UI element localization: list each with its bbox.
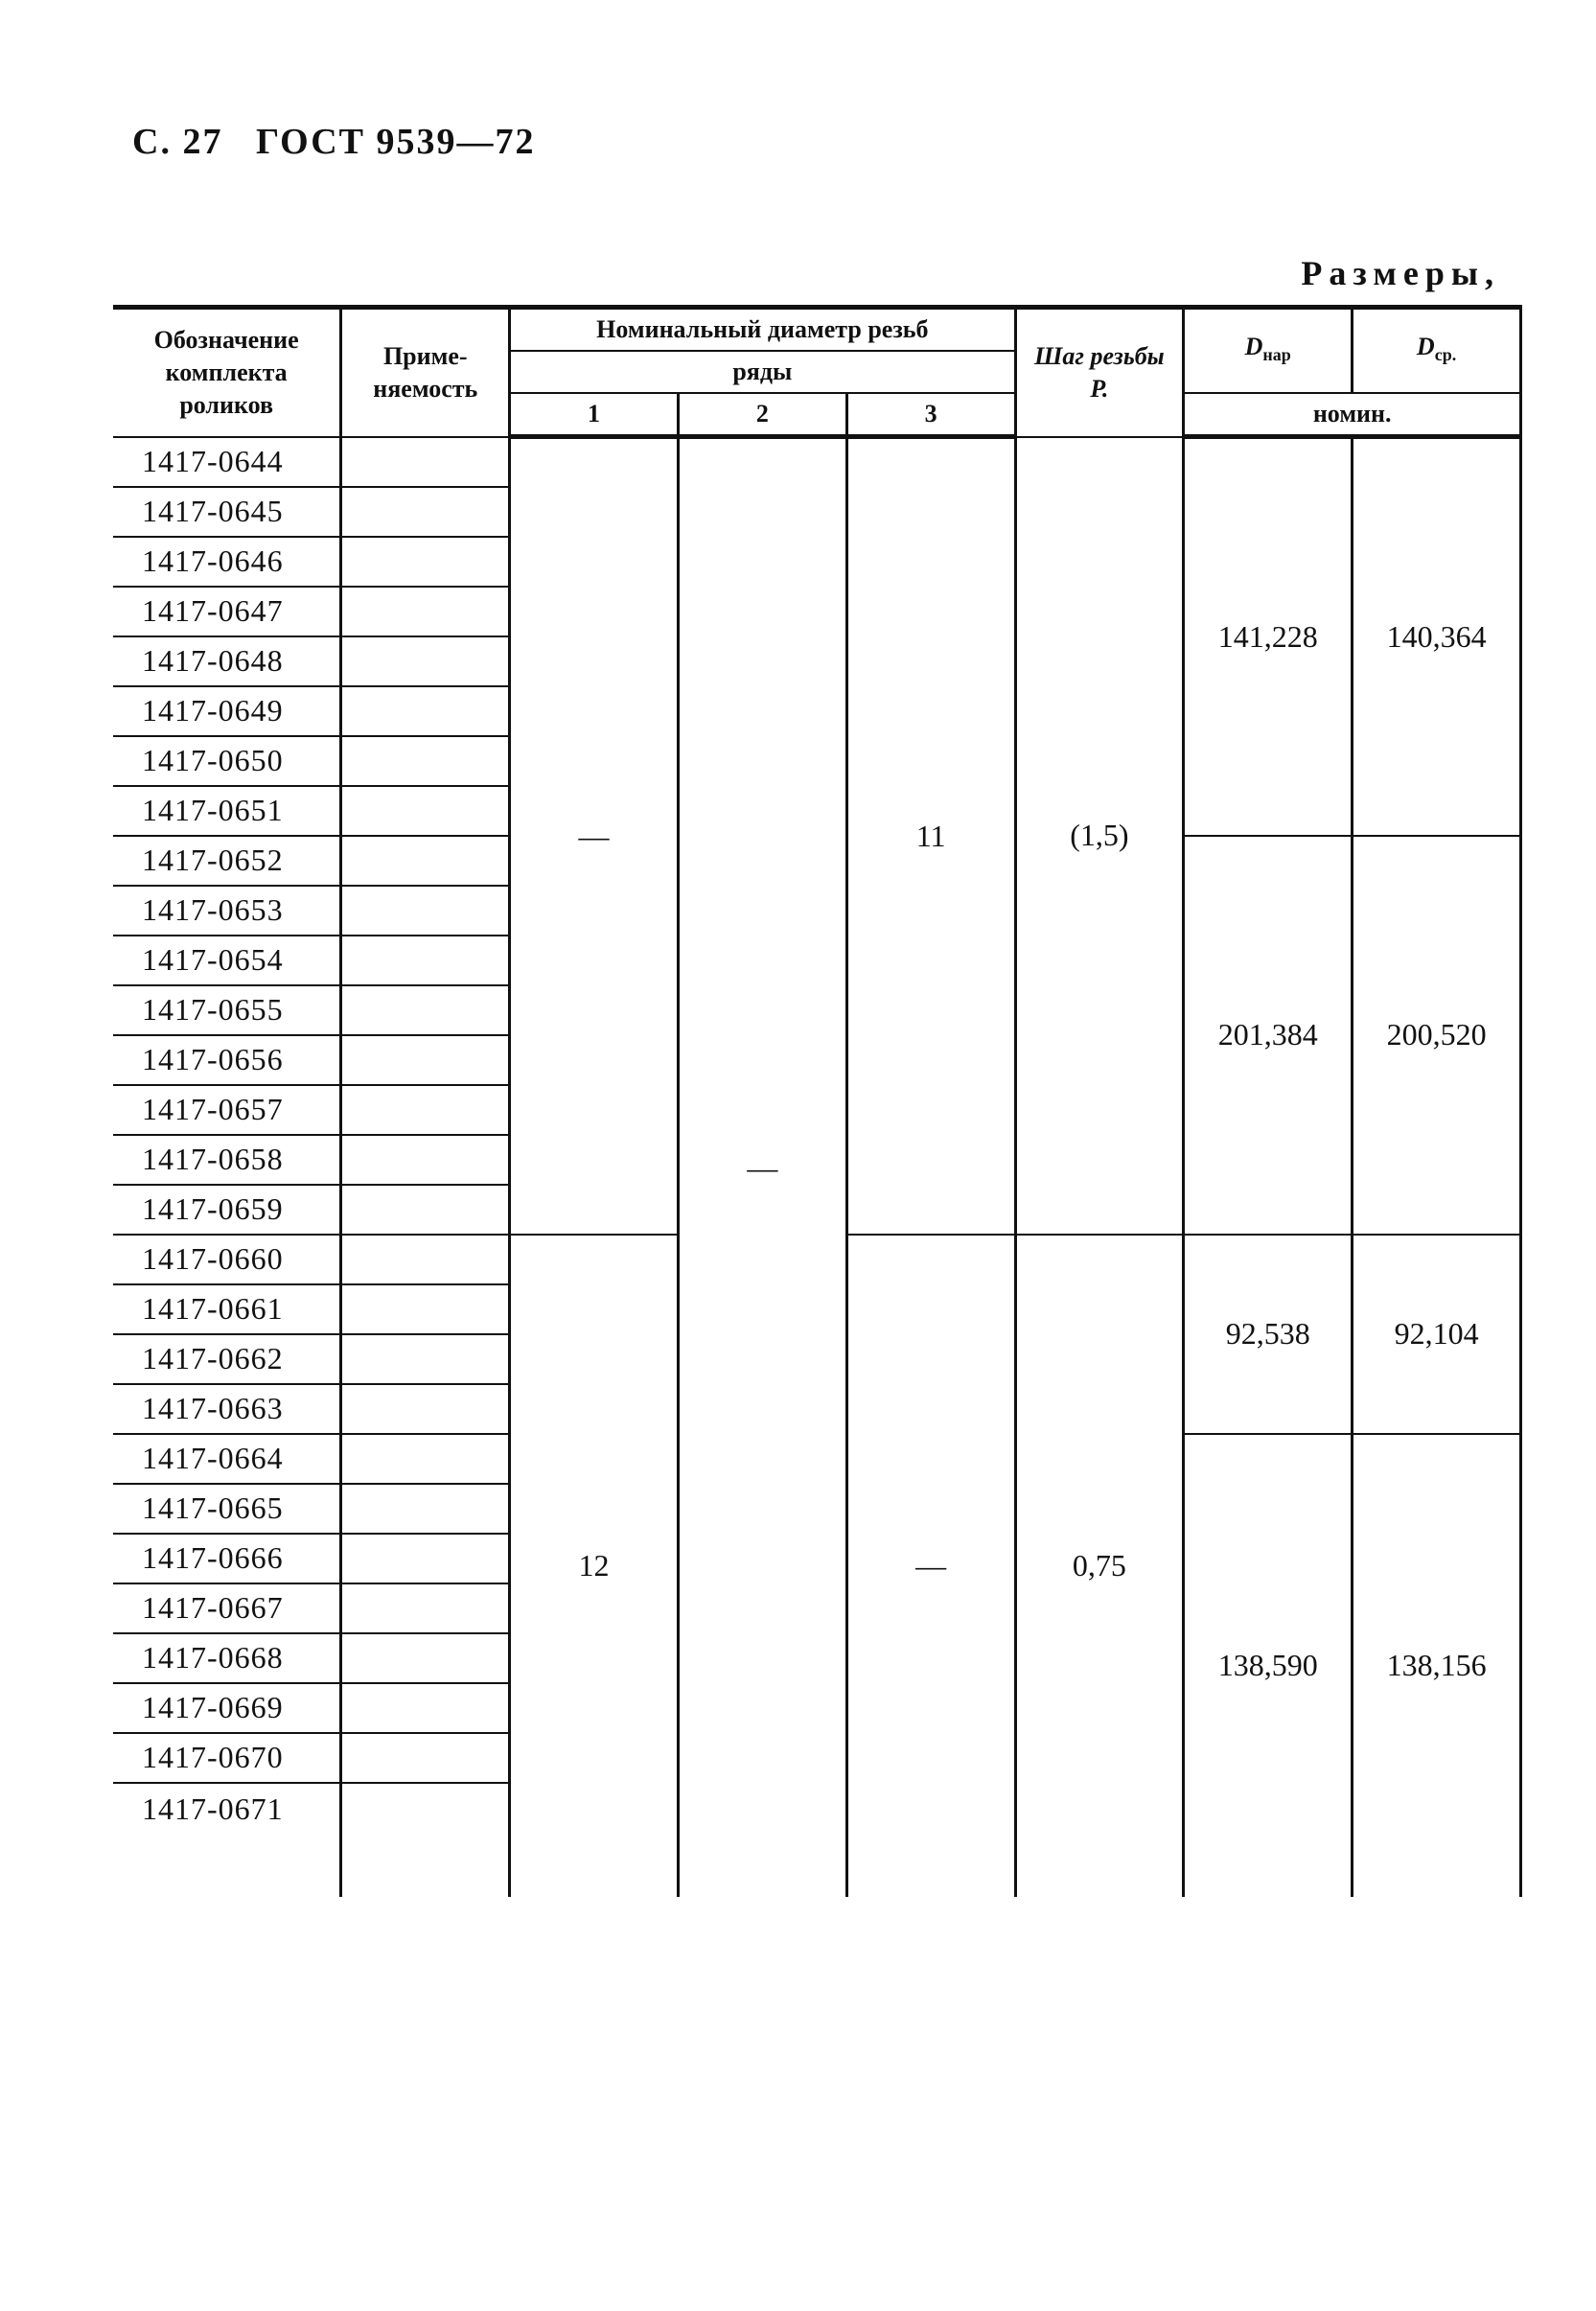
g1-row3-cell: 11 xyxy=(846,437,1015,1235)
applicability-cell xyxy=(341,985,510,1035)
d2-mean-cell: 200,520 xyxy=(1353,836,1521,1235)
set-code: 1417-0664 xyxy=(113,1434,341,1484)
set-code: 1417-0667 xyxy=(113,1583,341,1633)
set-code: 1417-0665 xyxy=(113,1484,341,1534)
pitch-label: Шаг резьбы xyxy=(1034,341,1165,370)
set-code: 1417-0670 xyxy=(113,1733,341,1783)
header-row-2: 2 xyxy=(678,393,846,437)
header-applicability: Приме- няемость xyxy=(341,308,510,437)
applicability-cell xyxy=(341,1434,510,1484)
header-designation: Обозначение комплекта роликов xyxy=(113,308,341,437)
header-d-outer xyxy=(1184,308,1353,394)
g2-row3-cell: — xyxy=(846,1235,1015,1897)
set-code: 1417-0645 xyxy=(113,487,341,537)
applicability-cell xyxy=(341,1085,510,1135)
applicability-cell xyxy=(341,686,510,736)
applicability-cell xyxy=(341,1583,510,1633)
applicability-cell xyxy=(341,886,510,936)
set-code: 1417-0654 xyxy=(113,936,341,985)
d1-outer-cell: 141,228 xyxy=(1184,437,1353,836)
set-code: 1417-0663 xyxy=(113,1384,341,1434)
applicability-cell xyxy=(341,1035,510,1085)
standard-number: ГОСТ 9539—72 xyxy=(255,122,536,162)
applicability-cell xyxy=(341,1235,510,1284)
page-number: С. 27 xyxy=(132,122,223,162)
set-code: 1417-0669 xyxy=(113,1683,341,1733)
applicability-cell xyxy=(341,1633,510,1683)
applicability-cell xyxy=(341,936,510,985)
header-nominal-diameter: Номинальный диаметр резьб xyxy=(510,308,1015,352)
applicability-cell xyxy=(341,537,510,587)
g1-pitch-cell: (1,5) xyxy=(1015,437,1184,1235)
set-code: 1417-0649 xyxy=(113,686,341,736)
d3-outer-cell: 92,538 xyxy=(1184,1235,1353,1434)
d-mean-sub: ср. xyxy=(1434,345,1457,364)
applicability-cell xyxy=(341,1185,510,1235)
header-rows: ряды xyxy=(510,351,1015,393)
set-code: 1417-0655 xyxy=(113,985,341,1035)
set-code: 1417-0650 xyxy=(113,736,341,786)
g1-row1-cell: — xyxy=(510,437,679,1235)
set-code: 1417-0651 xyxy=(113,786,341,836)
header-nominal: номин. xyxy=(1184,393,1521,437)
d-outer-symbol: D xyxy=(1244,333,1263,360)
header-d-mean xyxy=(1353,308,1521,394)
row2-cell: — xyxy=(678,437,846,1897)
set-code: 1417-0661 xyxy=(113,1284,341,1334)
dimensions-table xyxy=(113,305,1522,1897)
d-outer-sub: нар xyxy=(1262,345,1291,364)
set-code: 1417-0653 xyxy=(113,886,341,936)
applicability-cell xyxy=(341,487,510,537)
set-code: 1417-0660 xyxy=(113,1235,341,1284)
set-code: 1417-0657 xyxy=(113,1085,341,1135)
applicability-cell xyxy=(341,1135,510,1185)
units-label: Размеры, xyxy=(1301,254,1500,292)
applicability-cell xyxy=(341,636,510,686)
applicability-cell xyxy=(341,587,510,636)
applicability-cell xyxy=(341,786,510,836)
applicability-cell xyxy=(341,437,510,487)
set-code: 1417-0658 xyxy=(113,1135,341,1185)
set-code: 1417-0656 xyxy=(113,1035,341,1085)
d-mean-symbol: D xyxy=(1416,333,1435,360)
set-code: 1417-0648 xyxy=(113,636,341,686)
d2-outer-cell: 201,384 xyxy=(1184,836,1353,1235)
applicability-cell xyxy=(341,1534,510,1583)
set-code: 1417-0659 xyxy=(113,1185,341,1235)
set-code: 1417-0671 xyxy=(113,1783,341,1897)
set-code: 1417-0647 xyxy=(113,587,341,636)
applicability-cell xyxy=(341,1733,510,1783)
header-row-1: 1 xyxy=(510,393,679,437)
set-code: 1417-0652 xyxy=(113,836,341,886)
applicability-cell xyxy=(341,1683,510,1733)
d1-mean-cell: 140,364 xyxy=(1353,437,1521,836)
dimensions-table-wrap xyxy=(113,305,1522,1897)
applicability-cell xyxy=(341,1783,510,1897)
g2-row1-cell: 12 xyxy=(510,1235,679,1897)
d4-outer-cell: 138,590 xyxy=(1184,1434,1353,1897)
applicability-cell xyxy=(341,1284,510,1334)
set-code: 1417-0666 xyxy=(113,1534,341,1583)
applicability-cell xyxy=(341,1334,510,1384)
pitch-symbol: P. xyxy=(1090,374,1109,403)
applicability-cell xyxy=(341,836,510,886)
d4-mean-cell: 138,156 xyxy=(1353,1434,1521,1897)
set-code: 1417-0644 xyxy=(113,437,341,487)
set-code: 1417-0668 xyxy=(113,1633,341,1683)
g2-pitch-cell: 0,75 xyxy=(1015,1235,1184,1897)
page-header xyxy=(132,121,536,163)
header-pitch xyxy=(1015,308,1184,437)
table-row xyxy=(113,437,1521,487)
applicability-cell xyxy=(341,736,510,786)
d3-mean-cell: 92,104 xyxy=(1353,1235,1521,1434)
applicability-cell xyxy=(341,1484,510,1534)
set-code: 1417-0662 xyxy=(113,1334,341,1384)
applicability-cell xyxy=(341,1384,510,1434)
header-row-3: 3 xyxy=(846,393,1015,437)
set-code: 1417-0646 xyxy=(113,537,341,587)
